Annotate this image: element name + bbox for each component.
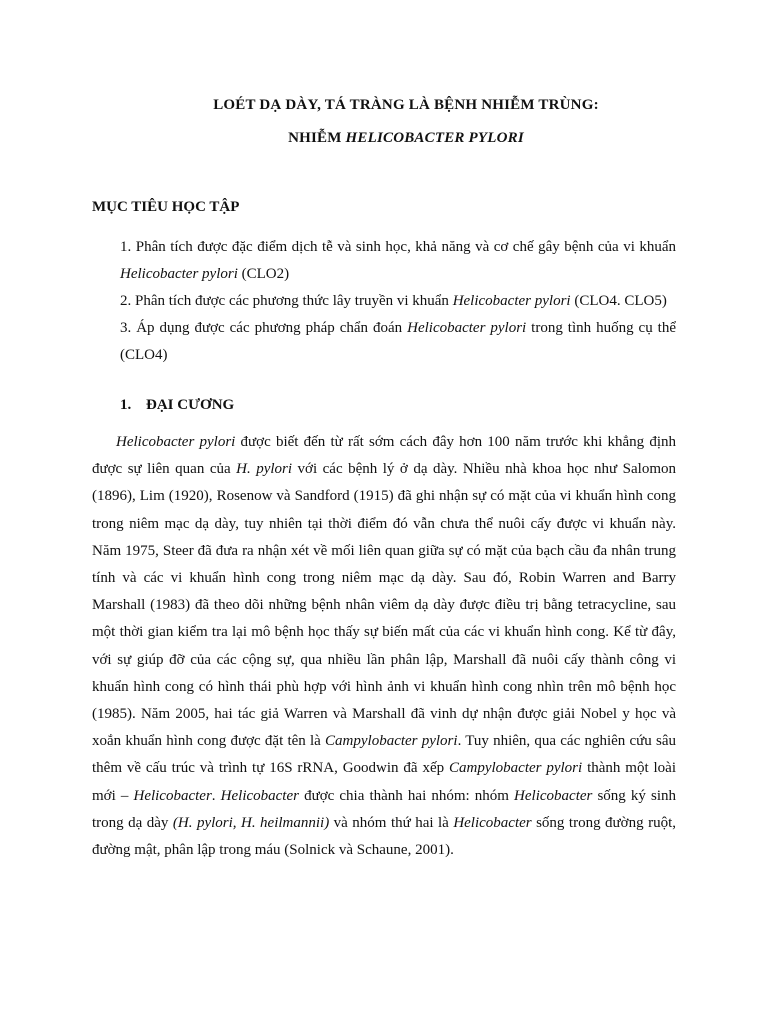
objective-item-1: 1. Phân tích được đặc điểm dịch tễ và sinh học, khả năng và cơ chế gây bệnh của vi khuẩn Helicobacter pylori (CLO2)	[120, 239, 676, 282]
section-number: 1.	[120, 397, 132, 413]
title-prefix: NHIỄM	[288, 130, 346, 146]
objectives-list	[120, 234, 676, 369]
objective-item-3: 3. Áp dụng được các phương pháp chẩn đoán Helicobacter pylori trong tình huống cụ thể (CLO4)	[120, 320, 677, 363]
objectives-heading: MỤC TIÊU HỌC TẬP	[92, 199, 240, 215]
title-organism: HELICOBACTER PYLORI	[345, 130, 524, 146]
document-title-line-2	[22, 130, 768, 147]
objective-item-2: 2. Phân tích được các phương thức lây truyền vi khuẩn Helicobacter pylori (CLO4. CLO5)	[120, 293, 667, 309]
document-title-line-1: LOÉT DẠ DÀY, TÁ TRÀNG LÀ BỆNH NHIỄM TRÙNG:	[213, 97, 599, 113]
section-heading-1	[120, 397, 234, 414]
section-title: ĐẠI CƯƠNG	[146, 397, 235, 413]
section-1-paragraph: Helicobacter pylori được biết đến từ rất sớm cách đây hơn 100 năm trước khi khẳng định được sự liên quan của H. pylori với các bệnh lý ở dạ dày. Nhiều nhà khoa học như Salomon (1896), Lim (1920), Rosenow và Sandford (1915) đã ghi nhận sự có mặt của vi khuẩn hình cong trong niêm mạc dạ dày, tuy nhiên tại thời điểm đó vẫn chưa thể nuôi cấy được vi khuẩn này. Năm 1975, Steer đã đưa ra nhận xét về mối liên quan giữa sự có mặt của bạch cầu đa nhân trung tính và các vi khuẩn hình cong trong niêm mạc dạ dày. Sau đó, Robin Warren and Barry Marshall (1983) đã theo dõi những bệnh nhân viêm dạ dày được điều trị bằng tetracycline, sau một thời gian kiểm tra lại mô bệnh học thấy sự biến mất của các vi khuẩn hình cong. Kể từ đây, với sự giúp đỡ của các cộng sự, qua nhiều lần phân lập, Marshall đã nuôi cấy thành công vi khuẩn hình cong có hình thái phù hợp với hình ảnh vi khuẩn hình cong nhìn trên mô bệnh học (1985). Năm 2005, hai tác giả Warren và Marshall đã vinh dự nhận được giải Nobel y học và xoắn khuẩn hình cong được đặt tên là Campylobacter pylori. Tuy nhiên, qua các nghiên cứu sâu thêm về cấu trúc và trình tự 16S rRNA, Goodwin đã xếp Campylobacter pylori thành một loài mới – Helicobacter. Helicobacter được chia thành hai nhóm: nhóm Helicobacter sống ký sinh trong dạ dày (H. pylori, H. heilmannii) và nhóm thứ hai là Helicobacter sống trong đường ruột, đường mật, phân lập trong máu (Solnick và Schaune, 2001).	[92, 434, 677, 859]
